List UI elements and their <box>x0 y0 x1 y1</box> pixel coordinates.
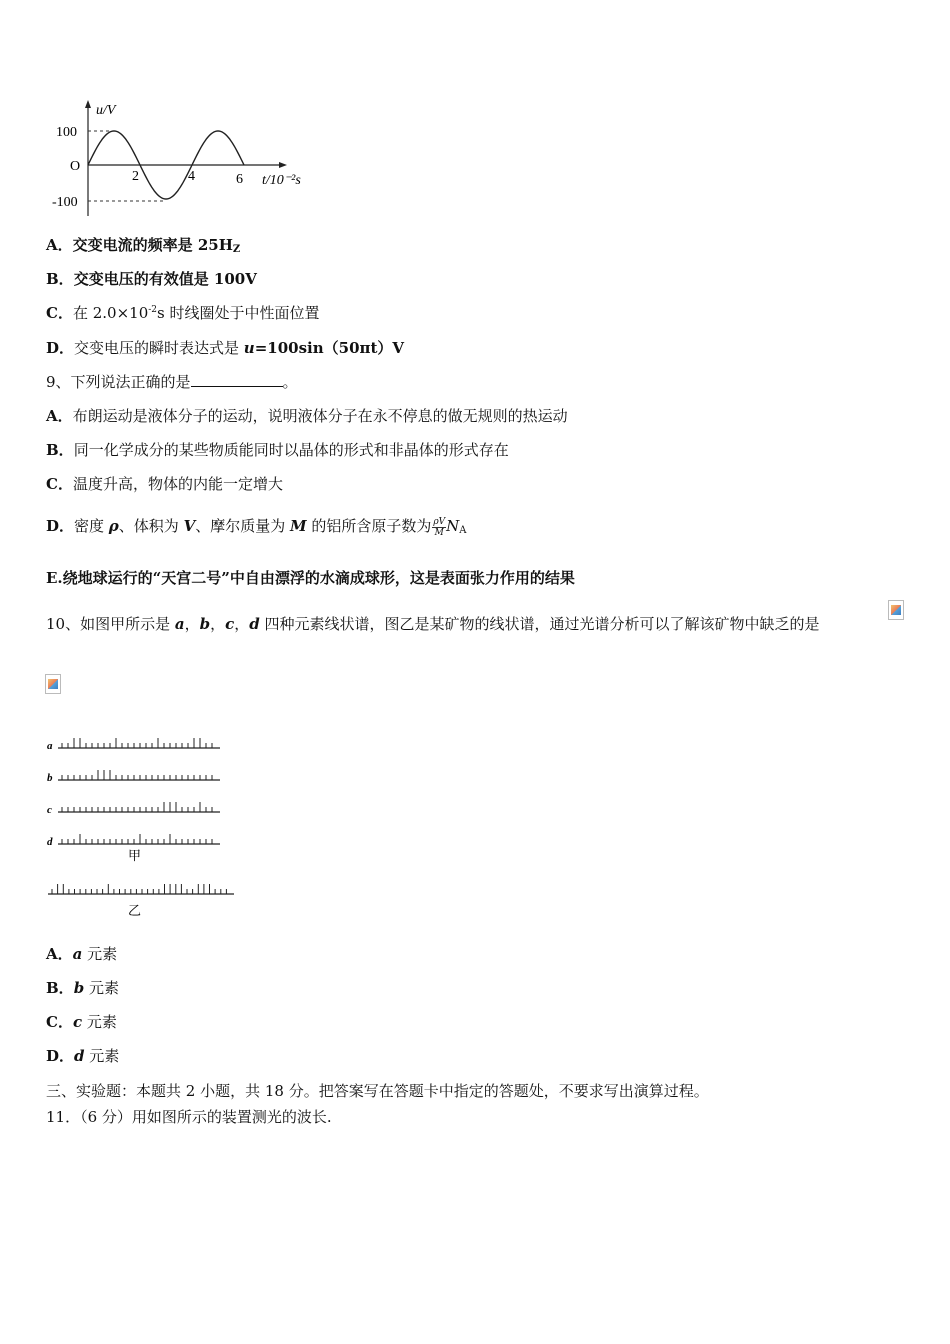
option-letter: C． <box>46 475 73 493</box>
option-text: 同一化学成分的某些物质能同时以晶体的形式和非晶体的形式存在 <box>73 441 509 459</box>
q8-option-a[interactable] <box>46 235 240 255</box>
waveform-chart <box>40 98 320 220</box>
option-letter: B． <box>46 270 74 288</box>
option-letter: D． <box>46 339 75 357</box>
spectrum-label-b: b <box>47 772 53 784</box>
q10-option-b[interactable] <box>46 978 119 998</box>
option-variable: a <box>72 945 83 963</box>
element-b: b <box>199 615 211 633</box>
q9-stem <box>46 372 298 392</box>
spectrum-label-d: d <box>47 836 53 848</box>
avogadro-symbol: N <box>446 517 460 535</box>
option-variable: u <box>243 339 255 357</box>
volume-symbol: V <box>183 517 196 535</box>
molar-mass-symbol: M <box>289 517 307 535</box>
option-subscript: Z <box>232 244 241 255</box>
q8-option-b[interactable] <box>46 269 257 289</box>
option-text: 元素 <box>84 1047 120 1065</box>
option-text-2: 、体积为 <box>118 517 184 535</box>
caption-yi: 乙 <box>128 903 142 918</box>
fraction-numerator: ρV <box>433 516 446 527</box>
broken-image-icon <box>45 674 61 694</box>
option-variable: d <box>74 1047 85 1065</box>
element-d: d <box>249 615 260 633</box>
avogadro-subscript: A <box>459 525 467 536</box>
option-text-pre: 在 2.0×10 <box>72 304 149 322</box>
q8-option-d[interactable] <box>46 338 404 358</box>
q11-stem <box>46 1107 332 1127</box>
spectra-figure <box>44 730 244 920</box>
element-a: a <box>174 615 185 633</box>
q9-option-d[interactable] <box>46 516 467 538</box>
q9-option-e[interactable] <box>46 568 575 588</box>
option-letter: C． <box>46 304 73 322</box>
option-text: 元素 <box>82 1013 117 1031</box>
option-text-1: 密度 <box>74 517 109 535</box>
option-text: 布朗运动是液体分子的运动，说明液体分子在永不停息的做无规则的热运动 <box>72 407 568 425</box>
option-text-4: 的铝所含原子数为 <box>306 517 432 535</box>
option-variable: c <box>72 1013 83 1031</box>
q10-stem-text-end: 四种元素线状谱，图乙是某矿物的线状谱，通过光谱分析可以了解该矿物中缺乏的是 <box>259 615 820 633</box>
q10-stem <box>46 614 820 634</box>
spectrum-label-a: a <box>47 740 53 752</box>
option-letter: A． <box>46 236 73 254</box>
x-axis-label: t/10⁻²s <box>262 173 301 188</box>
option-letter: C． <box>46 1013 73 1031</box>
y-tick-minus-100: -100 <box>52 195 78 210</box>
q9-stem-text: 9、下列说法正确的是 <box>46 373 191 391</box>
caption-jia: 甲 <box>128 848 142 863</box>
section-heading <box>46 1081 709 1101</box>
option-letter: B． <box>46 441 74 459</box>
option-letter: D． <box>46 1047 75 1065</box>
y-axis-arrow <box>85 100 91 108</box>
q9-option-b[interactable] <box>46 440 509 460</box>
q9-stem-end: 。 <box>282 373 298 391</box>
rho-symbol: ρ <box>108 517 119 535</box>
fraction-denominator: M <box>434 527 444 538</box>
option-text: 元素 <box>82 945 118 963</box>
q8-option-c[interactable] <box>46 303 319 323</box>
x-tick-4: 4 <box>188 169 195 184</box>
section-heading-text: 三、实验题：本题共 2 小题，共 18 分。把答案写在答题卡中指定的答题处，不要求写出演算过程。 <box>46 1082 709 1100</box>
option-letter: A． <box>46 945 73 963</box>
option-text-post: s 时线圈处于中性面位置 <box>157 304 320 322</box>
option-text: 温度升高，物体的内能一定增大 <box>72 475 283 493</box>
option-letter: D． <box>46 517 75 535</box>
x-tick-2: 2 <box>132 169 139 184</box>
option-text-3: 、摩尔质量为 <box>195 517 290 535</box>
q10-option-d[interactable] <box>46 1046 119 1066</box>
y-tick-origin: O <box>70 159 81 174</box>
separator: ， <box>210 615 226 633</box>
y-axis-label: u/V <box>96 103 116 118</box>
option-text: 交变电流的频率是 25H <box>72 236 233 254</box>
separator: ， <box>234 615 250 633</box>
element-c: c <box>225 615 235 633</box>
answer-blank[interactable] <box>191 372 283 387</box>
q9-option-c[interactable] <box>46 474 283 494</box>
separator: ， <box>184 615 200 633</box>
option-letter: B． <box>46 979 74 997</box>
q11-stem-text: 11．（6 分）用如图所示的装置测光的波长. <box>46 1108 332 1126</box>
option-text: E.绕地球运行的“天宫二号”中自由漂浮的水滴成球形，这是表面张力作用的结果 <box>46 569 575 587</box>
q10-stem-text: 10、如图甲所示是 <box>46 615 175 633</box>
option-text: 元素 <box>84 979 119 997</box>
option-superscript: -2 <box>148 305 158 315</box>
broken-image-icon <box>888 600 904 620</box>
option-text: 交变电压的有效值是 100V <box>73 270 257 288</box>
option-text-pre: 交变电压的瞬时表达式是 <box>74 339 244 357</box>
option-letter: A． <box>46 407 73 425</box>
q10-option-c[interactable] <box>46 1012 117 1032</box>
option-variable: b <box>73 979 85 997</box>
option-text-post: =100sin（50πt）V <box>254 339 405 357</box>
q10-option-a[interactable] <box>46 944 117 964</box>
spectrum-label-c: c <box>47 804 52 816</box>
y-tick-100: 100 <box>56 125 77 140</box>
x-tick-6: 6 <box>236 172 243 187</box>
fraction <box>432 517 446 538</box>
q9-option-a[interactable] <box>46 406 568 426</box>
x-axis-arrow <box>279 162 287 168</box>
